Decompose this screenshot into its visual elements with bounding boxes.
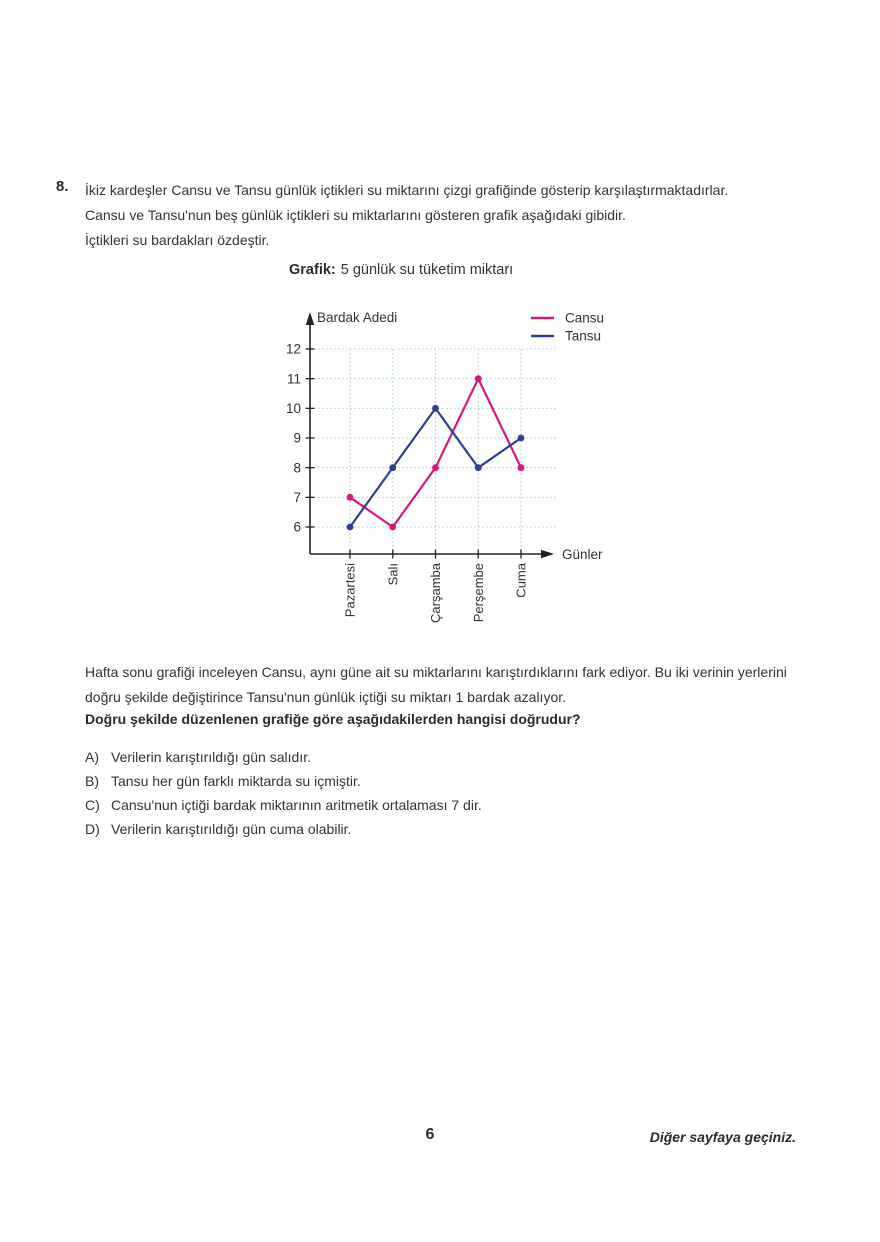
y-tick-label: 10: [285, 400, 301, 416]
x-axis-arrow: [541, 550, 554, 558]
question-number: 8.: [56, 178, 69, 195]
series-cansu-line: [350, 379, 521, 527]
option-c: [85, 797, 482, 821]
chart-title-text: 5 günlük su tüketim miktarı: [340, 262, 514, 278]
x-axis-title: Günler: [562, 547, 603, 562]
explanation-paragraph: [85, 660, 837, 710]
paragraph-line: Hafta sonu grafiği inceleyen Cansu, aynı güne ait su miktarlarını karıştırdıklarını fark ediyor. Bu iki verinin yerlerini: [85, 664, 787, 680]
series-cansu-point: [432, 464, 439, 471]
y-tick-label: 6: [293, 519, 301, 535]
chart-title: [289, 262, 513, 278]
series-cansu-point: [347, 494, 354, 501]
option-d: [85, 821, 482, 845]
option-c-text: Cansu'nun içtiği bardak miktarının aritmetik ortalaması 7 dir.: [111, 797, 482, 813]
series-tansu-point: [389, 464, 396, 471]
legend-tansu-label: Tansu: [565, 328, 602, 344]
option-a-text: Verilerin karıştırıldığı gün salıdır.: [111, 749, 311, 765]
consumption-line-chart: [280, 300, 620, 640]
series-tansu-point: [347, 524, 354, 531]
series-tansu-point: [432, 405, 439, 412]
series-tansu-point: [475, 464, 482, 471]
y-axis-title: Bardak Adedi: [317, 310, 398, 325]
footer-note: Diğer sayfaya geçiniz.: [649, 1129, 796, 1145]
y-tick-label: 12: [285, 341, 301, 357]
option-b: [85, 773, 482, 797]
option-b-label: B): [85, 773, 99, 789]
chart-title-label: Grafik:: [289, 262, 336, 278]
y-axis-arrow: [306, 312, 314, 325]
day-label: Cuma: [513, 563, 529, 598]
y-tick-label: 7: [293, 489, 301, 505]
option-a: [85, 749, 482, 773]
y-tick-label: 11: [286, 371, 301, 387]
question-line: İkiz kardeşler Cansu ve Tansu günlük içtikleri su miktarını çizgi grafiğinde gösterip karşılaştırmaktadırlar.: [85, 182, 729, 198]
option-c-label: C): [85, 797, 100, 813]
question-text: [85, 178, 837, 253]
question-prompt: Doğru şekilde düzenlenen grafiğe göre aşağıdakilerden hangisi doğrudur?: [85, 711, 581, 727]
paragraph-line: doğru şekilde değiştirince Tansu'nun günlük içtiği su miktarı 1 bardak azalıyor.: [85, 689, 567, 705]
day-label: Pazartesi: [342, 563, 358, 618]
question-line: İçtikleri su bardakları özdeştir.: [85, 232, 270, 248]
option-d-text: Verilerin karıştırıldığı gün cuma olabilir.: [111, 821, 352, 837]
day-label: Çarşamba: [428, 563, 443, 623]
option-b-text: Tansu her gün farklı miktarda su içmiştir.: [111, 773, 361, 789]
series-cansu-point: [475, 375, 482, 382]
options-list: [85, 749, 482, 845]
page-number: 6: [425, 1126, 435, 1143]
legend-cansu-label: Cansu: [565, 310, 605, 326]
series-cansu-point: [518, 464, 525, 471]
series-tansu-point: [518, 435, 525, 442]
day-label: Salı: [385, 563, 401, 586]
option-a-label: A): [85, 749, 99, 765]
y-tick-label: 8: [293, 460, 301, 476]
option-d-label: D): [85, 821, 100, 837]
y-tick-label: 9: [293, 430, 301, 446]
day-label: Perşembe: [470, 563, 486, 623]
question-line: Cansu ve Tansu'nun beş günlük içtikleri su miktarlarını gösteren grafik aşağıdaki gibidir.: [85, 207, 626, 223]
series-cansu-point: [389, 524, 396, 531]
